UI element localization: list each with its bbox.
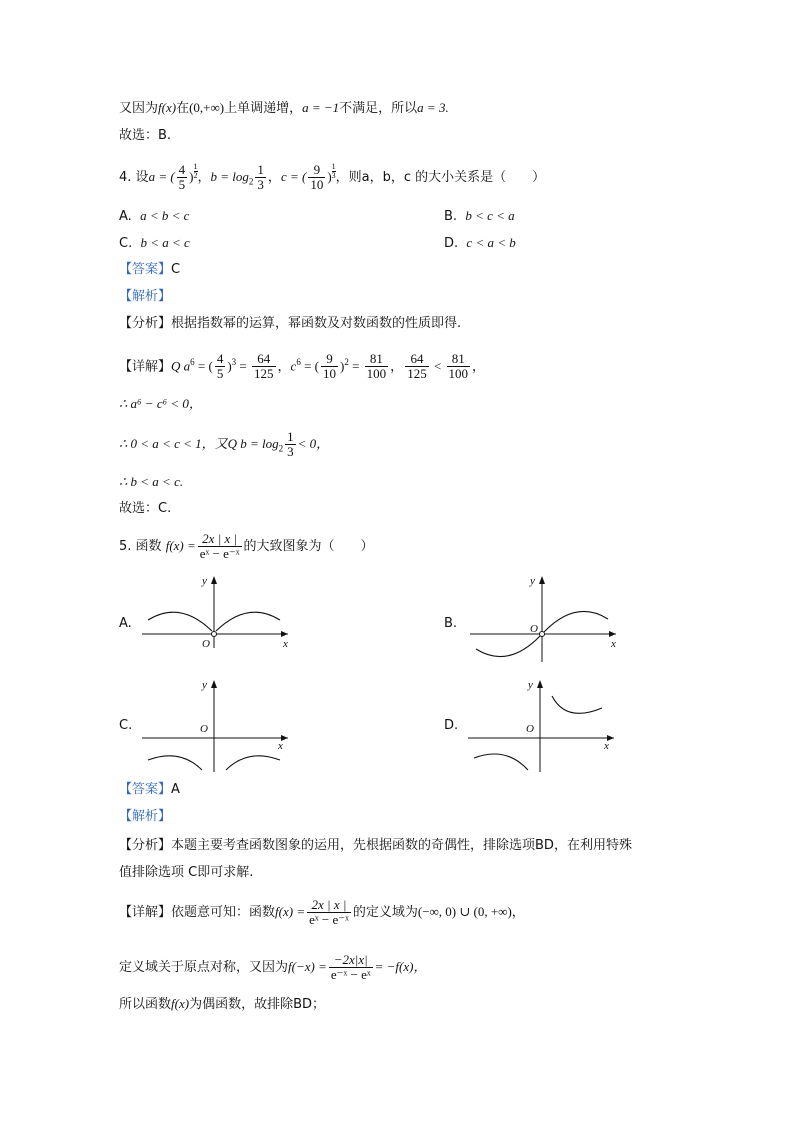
q4-option-c[interactable]: C. b < a < c [119, 235, 190, 251]
graph-d-x-label: x [604, 740, 609, 752]
q5-detail-line-2: 定义域关于原点对称，又因为f(−x) = $\frac{-2x|x|}{\text{e⁻ˣ − eˣ}}$ = −f(x)， [119, 952, 427, 982]
q4-answer: 【答案】C [119, 262, 181, 277]
graph-d-label: D. [444, 718, 459, 733]
q5-detail-line-3: 所以函数f(x)为偶函数，故排除BD； [119, 996, 325, 1012]
graph-c-origin-label: O [200, 723, 208, 735]
prev-line-1: 又因为f(x)在(0,+∞)上单调递增，a = −1不满足，所以a = 3. [119, 100, 449, 116]
graph-a-x-label: x [283, 638, 288, 650]
graph-a-curve-left [148, 612, 212, 631]
graph-a-y-arrow [211, 576, 217, 584]
graph-b-y-label: y [530, 575, 535, 587]
graph-a-curve-right [216, 612, 280, 631]
graph-b-label: B. [444, 616, 458, 631]
graph-d-y-arrow [537, 680, 543, 688]
q4-detail-line-2: ∴ a⁶ − c⁶ < 0， [119, 396, 202, 411]
q5-fenxi-line-2: 值排除选项 C即可求解. [119, 865, 254, 880]
graph-c[interactable] [140, 678, 290, 774]
graph-a-origin-label: O [202, 638, 210, 650]
q4-detail-line-4: ∴ b < a < c. [119, 474, 184, 489]
graph-c-curve-right [226, 756, 280, 770]
q4-detail-line-1: 【详解】Q $a^6$ = ( $\frac{4}{5}$ )$^3$ = $\frac{64}{125}$ ，$c^6$ = ( $\frac{9}{10}$ )$^2$ = $\frac{81}{100}$ ， $\frac{64}{125}$ < $\frac{81}{100}$ ， [119, 351, 486, 382]
q4-option-d[interactable]: D. c < a < b [444, 235, 516, 251]
q4-stem: 4. 设a = ( $\frac{4}{5}$ ) $\frac{1}{2}$ ，$b = \log_2$ $\frac{1}{3}$ ，c = ( $\frac{9}{10}$ ) $\frac{1}{3}$ ，则a，b，c 的大小关系是（ ） [119, 162, 546, 192]
graph-a-label: A. [119, 616, 132, 631]
graph-a-y-label: y [202, 575, 207, 587]
q5-analysis-heading: 【解析】 [119, 809, 172, 824]
q4-analysis-heading: 【解析】 [119, 289, 172, 304]
graph-a-hole [212, 632, 217, 637]
graph-d-y-label: y [528, 679, 533, 691]
graph-b-x-arrow [609, 631, 616, 637]
graph-d-curve-right [552, 696, 602, 713]
graph-d[interactable] [466, 678, 616, 774]
graph-a-x-arrow [281, 631, 288, 637]
q4-option-a[interactable]: A. a < b < c [119, 208, 190, 224]
graph-b-x-label: x [611, 638, 616, 650]
graph-d-origin-label: O [526, 723, 534, 735]
graph-c-y-label: y [202, 679, 207, 691]
graph-b-origin-label: O [530, 623, 538, 635]
q4-detail-line-5: 故选：C. [119, 501, 172, 516]
q4-fenxi: 【分析】根据指数幂的运算，幂函数及对数函数的性质即得. [119, 316, 462, 331]
q5-fenxi-line-1: 【分析】本题主要考查函数图象的运用，先根据函数的奇偶性，排除选项BD，在利用特殊 [119, 838, 632, 853]
graph-b-hole [540, 632, 545, 637]
graph-c-x-label: x [278, 740, 283, 752]
graph-b-y-arrow [539, 576, 545, 584]
q4-detail-line-3: ∴ 0 < a < c < 1，又Q $b = \log_2$ $\frac{1}{3}$ < 0， [119, 429, 330, 459]
q5-stem: 5. 函数 f(x) = $\frac{2x | x |}{\text{eˣ − e⁻ˣ}}$ 的大致图象为（ ） [119, 531, 374, 561]
prev-line-2: 故选：B. [119, 128, 172, 143]
q5-answer: 【答案】A [119, 782, 180, 797]
graph-c-label: C. [119, 718, 133, 733]
q4-option-b[interactable]: B. b < c < a [444, 208, 515, 224]
graph-b[interactable] [468, 574, 618, 664]
q5-detail-line-1: 【详解】依题意可知：函数f(x) = $\frac{2x | x |}{\text{eˣ − e⁻ˣ}}$ 的定义域为(−∞, 0) ∪ (0, +∞)， [119, 897, 525, 927]
graph-d-curve-left [474, 754, 528, 770]
graph-c-y-arrow [211, 680, 217, 688]
graph-c-curve-left [148, 756, 202, 770]
graph-a[interactable] [140, 574, 290, 650]
